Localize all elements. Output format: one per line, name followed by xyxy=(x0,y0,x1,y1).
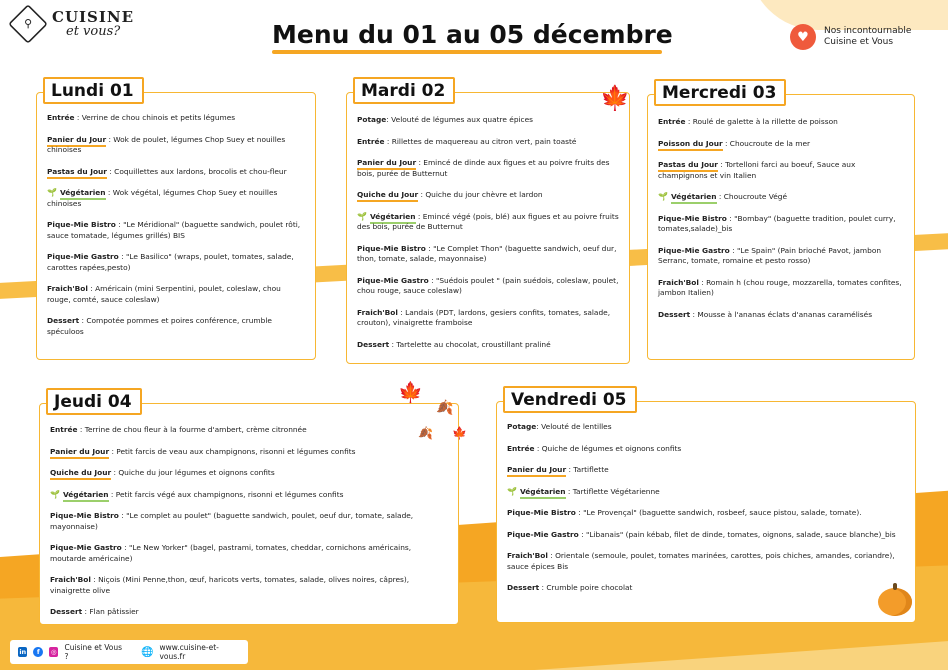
entry-text: : "Libanais" (pain kébab, filet de dinde, tomates, oignons, salade, sauce blanche)_bis xyxy=(578,529,896,539)
menu-entry xyxy=(50,607,448,618)
entry-label: Entrée xyxy=(357,136,385,146)
menu-entry xyxy=(658,117,904,128)
day-title: Mardi 02 xyxy=(353,77,455,104)
entry-text: : "Le Basilico" (wraps, poulet, tomates, salade, carottes rapées,pesto) xyxy=(47,252,294,272)
entry-text: : "Le complet au poulet" (baguette sandwich, poulet, oeuf dur, tomate, salade, mayonnaise) xyxy=(50,511,414,531)
menu-entry xyxy=(507,551,905,572)
menu-entry xyxy=(47,252,305,273)
leaf-icon: 🍁 xyxy=(452,426,467,440)
menu-entry xyxy=(507,583,905,594)
entry-text: : Orientale (semoule, poulet, tomates marinées, carottes, pois chiches, amandes, coriandre), sauce épices Bis xyxy=(507,551,895,571)
title-underline xyxy=(272,50,662,54)
entry-label: Pique-Mie Bistro xyxy=(357,243,426,253)
entry-label: Dessert xyxy=(507,583,540,592)
entry-text: : Tortelloni farci au boeuf, Sauce aux champignons et vin Italien xyxy=(658,160,856,180)
entry-label: Pique-Mie Gastro xyxy=(357,275,429,285)
entry-text: : "Le Provençal" (baguette sandwich, rosbeef, sauce pistou, salade, tomate). xyxy=(575,508,862,517)
menu-entry xyxy=(357,308,619,329)
sprout-icon: 🌱 xyxy=(357,211,367,221)
entry-label: Pique-Mie Gastro xyxy=(507,529,579,539)
menu-entry xyxy=(50,425,448,436)
entry-label: Potage xyxy=(357,115,387,124)
entry-label: Végétarien xyxy=(63,490,109,502)
entry-label: Fraich'Bol xyxy=(47,284,88,293)
menu-entry xyxy=(357,212,619,233)
entry-label: Entrée xyxy=(658,117,686,126)
pot-icon: ⚲ xyxy=(8,4,48,44)
leaf-icon: 🍂 xyxy=(418,426,433,440)
menu-entry xyxy=(658,278,904,299)
menu-entry xyxy=(507,487,905,498)
menu-entry xyxy=(50,543,448,564)
entry-label: Dessert xyxy=(47,316,80,325)
entry-text: : Wok végétal, légumes Chop Suey et nouilles chinoises xyxy=(47,188,278,208)
entry-label: Pique-Mie Gastro xyxy=(47,252,119,261)
menu-entry xyxy=(47,113,305,124)
entry-text: : Tartiflette Végétarienne xyxy=(565,486,660,496)
brand-line1: Nos incontournable xyxy=(824,26,912,36)
entry-text: : Velouté de légumes aux quatre épices xyxy=(386,115,534,124)
page-title: Menu du 01 au 05 décembre xyxy=(272,20,673,49)
entry-label: Fraich'Bol xyxy=(658,277,699,287)
menu-entry xyxy=(47,284,305,305)
menu-entry xyxy=(357,158,619,179)
globe-icon: 🌐 xyxy=(141,646,154,658)
menu-entry xyxy=(658,139,904,150)
entry-label: Pique-Mie Bistro xyxy=(47,220,116,229)
menu-entry xyxy=(47,167,305,178)
entry-label: Pique-Mie Bistro xyxy=(658,213,727,223)
entry-label: Végétarien xyxy=(60,188,106,200)
menu-entry xyxy=(658,214,904,235)
footer-bar xyxy=(10,640,248,664)
entry-label: Pastas du Jour xyxy=(658,160,718,172)
day-title: Mercredi 03 xyxy=(654,79,786,106)
entry-text: : Petit farcis végé aux champignons, risonni et légumes confits xyxy=(108,489,344,499)
brand-line2: Cuisine et Vous xyxy=(824,37,894,47)
entry-text: : Flan pâtissier xyxy=(82,607,139,616)
entry-label: Quiche du Jour xyxy=(357,190,418,202)
entry-text: : Choucroute de la mer xyxy=(722,138,811,148)
entry-text: : Compotée pommes et poires conférence, crumble spéculoos xyxy=(47,316,272,336)
menu-entry xyxy=(47,220,305,241)
maple-leaf-icon: 🍁 xyxy=(398,380,423,404)
menu-entry xyxy=(47,188,305,209)
menu-entry xyxy=(507,508,905,519)
menu-entry xyxy=(658,160,904,181)
menu-entry xyxy=(357,137,619,148)
entry-text: : Niçois (Mini Penne,thon, œuf, haricots verts, tomates, salade, olives noires, câpres), vinaigrette olive xyxy=(50,575,410,595)
menu-entry xyxy=(50,468,448,479)
menu-entry xyxy=(357,244,619,265)
menu-entry xyxy=(357,115,619,126)
entry-label: Pastas du Jour xyxy=(47,167,107,179)
sprout-icon: 🌱 xyxy=(50,489,60,499)
entry-text: : Verrine de chou chinois et petits légumes xyxy=(74,113,236,122)
entry-label: Fraich'Bol xyxy=(50,575,91,584)
entry-label: Dessert xyxy=(357,339,390,349)
heart-icon: ♥ xyxy=(790,24,816,50)
menu-entry xyxy=(658,246,904,267)
day-title: Lundi 01 xyxy=(43,77,144,104)
entry-text: : Tartiflette xyxy=(566,465,609,474)
entry-label: Pique-Mie Gastro xyxy=(50,543,122,552)
menu-entry xyxy=(50,511,448,532)
entry-text: : Tartelette au chocolat, croustillant praliné xyxy=(389,339,551,349)
entry-label: Végétarien xyxy=(520,487,566,499)
menu-entry xyxy=(507,530,905,541)
entry-text: : "Le Complet Thon" (baguette sandwich, oeuf dur, thon, tomate, salade, mayonnaise) xyxy=(357,243,617,263)
menu-entry xyxy=(47,316,305,337)
sprout-icon: 🌱 xyxy=(507,486,517,496)
entry-label: Fraich'Bol xyxy=(357,307,398,317)
entry-label: Entrée xyxy=(47,113,75,122)
entry-text: : Roulé de galette à la rillette de poisson xyxy=(685,117,838,126)
entry-label: Végétarien xyxy=(370,212,416,224)
menu-entry xyxy=(658,192,904,203)
day-title: Jeudi 04 xyxy=(46,388,142,415)
menu-entry xyxy=(357,190,619,201)
facebook-icon[interactable]: f xyxy=(33,647,42,657)
entry-text: : Landais (PDT, lardons, gesiers confits, tomates, salade, crouton), vinaigrette framboise xyxy=(357,307,611,327)
entry-text: : "Le Méridional" (baguette sandwich, poulet rôti, sauce tomatade, légumes grillés) BIS xyxy=(47,220,301,240)
day-card-vendredi xyxy=(496,390,916,623)
entry-text: : Emincé de dinde aux figues et au poivre fruits des bois, purée de Butternut xyxy=(357,158,610,178)
entry-label: Pique-Mie Bistro xyxy=(507,508,576,517)
menu-entry xyxy=(50,447,448,458)
logo-line1: CUISINE xyxy=(52,8,135,26)
entry-label: Panier du Jour xyxy=(507,465,566,477)
entry-label: Pique-Mie Bistro xyxy=(50,511,119,520)
entry-text: : Quiche du jour chèvre et lardon xyxy=(418,190,543,199)
pumpkin-icon xyxy=(878,588,912,616)
menu-entry xyxy=(47,135,305,156)
entry-text: : Wok de poulet, légumes Chop Suey et nouilles chinoises xyxy=(47,134,286,154)
entry-text: : Petit farcis de veau aux champignons, risonni et légumes confits xyxy=(109,446,356,456)
maple-leaf-icon: 🍁 xyxy=(600,84,630,112)
entry-text: : Américain (mini Serpentini, poulet, coleslaw, chou rouge, comté, sauce coleslaw) xyxy=(47,284,281,304)
entry-label: Pique-Mie Gastro xyxy=(658,245,730,255)
entry-text: : Rillettes de maquereau au citron vert, pain toasté xyxy=(384,136,577,146)
menu-entry xyxy=(507,465,905,476)
entry-label: Végétarien xyxy=(671,192,717,204)
day-card-jeudi xyxy=(39,392,459,625)
entry-text: : Mousse à l'ananas éclats d'ananas caramélisés xyxy=(690,309,873,319)
entry-label: Panier du Jour xyxy=(47,135,106,147)
logo-line2: et vous? xyxy=(66,24,121,39)
entry-text: : Quiche du jour légumes et oignons confits xyxy=(111,468,275,477)
menu-entry xyxy=(357,340,619,351)
menu-entry xyxy=(357,276,619,297)
entry-text: : Terrine de chou fleur à la fourme d'ambert, crème citronnée xyxy=(77,425,307,434)
menu-entry xyxy=(50,575,448,596)
entry-label: Dessert xyxy=(658,309,691,319)
entry-label: Entrée xyxy=(507,443,535,453)
linkedin-icon[interactable]: in xyxy=(19,648,27,656)
entry-text: : Quiche de légumes et oignons confits xyxy=(534,443,682,453)
entry-label: Poisson du Jour xyxy=(658,139,723,151)
menu-entry xyxy=(658,310,904,321)
menu-entry xyxy=(507,444,905,455)
entry-label: Potage xyxy=(507,422,537,431)
menu-entry xyxy=(50,490,448,501)
entry-label: Panier du Jour xyxy=(50,447,109,459)
day-card-mercredi xyxy=(647,83,915,360)
cuisine-logo xyxy=(10,6,134,42)
entry-label: Dessert xyxy=(50,607,83,616)
entry-text: : Velouté de lentilles xyxy=(536,422,612,431)
entry-label: Panier du Jour xyxy=(357,158,416,170)
leaf-icon: 🍂 xyxy=(436,400,454,416)
entry-text: : "Le New Yorker" (bagel, pastrami, tomates, cheddar, cornichons américains, moutarde américaine) xyxy=(50,543,412,563)
entry-text: : Coquillettes aux lardons, brocolis et chou-fleur xyxy=(106,166,287,176)
entry-text: : "Le Spain" (Pain brioché Pavot, jambon Serranc, tomate, romaine et pesto rosso) xyxy=(658,245,882,265)
day-card-lundi xyxy=(36,81,316,360)
instagram-icon[interactable]: ◎ xyxy=(50,648,57,656)
entry-text: : Crumble poire chocolat xyxy=(539,583,633,592)
entry-text: : "Bombay" (baguette tradition, poulet curry, tomates,salade)_bis xyxy=(658,213,896,233)
entry-text: : Choucroute Végé xyxy=(716,192,788,201)
entry-label: Fraich'Bol xyxy=(507,551,548,560)
entry-text: : Emincé végé (pois, blé) aux figues et au poivre fruits des bois, purée de Butternut xyxy=(357,211,619,231)
entry-text: : Romain h (chou rouge, mozzarella, tomates confites, jambon Italien) xyxy=(658,277,902,297)
entry-label: Entrée xyxy=(50,425,78,434)
sprout-icon: 🌱 xyxy=(658,192,668,201)
entry-text: : "Suédois poulet " (pain suédois, coleslaw, poulet, chou rouge, sauce coleslaw) xyxy=(357,275,619,295)
social-name: Cuisine et Vous ? xyxy=(64,643,123,661)
day-title: Vendredi 05 xyxy=(503,386,637,413)
entry-label: Quiche du Jour xyxy=(50,468,111,480)
sprout-icon: 🌱 xyxy=(47,188,57,197)
day-card-mardi xyxy=(346,81,630,364)
website-link[interactable]: www.cuisine-et-vous.fr xyxy=(159,643,219,661)
brand-badge xyxy=(790,24,911,50)
menu-entry xyxy=(507,422,905,433)
